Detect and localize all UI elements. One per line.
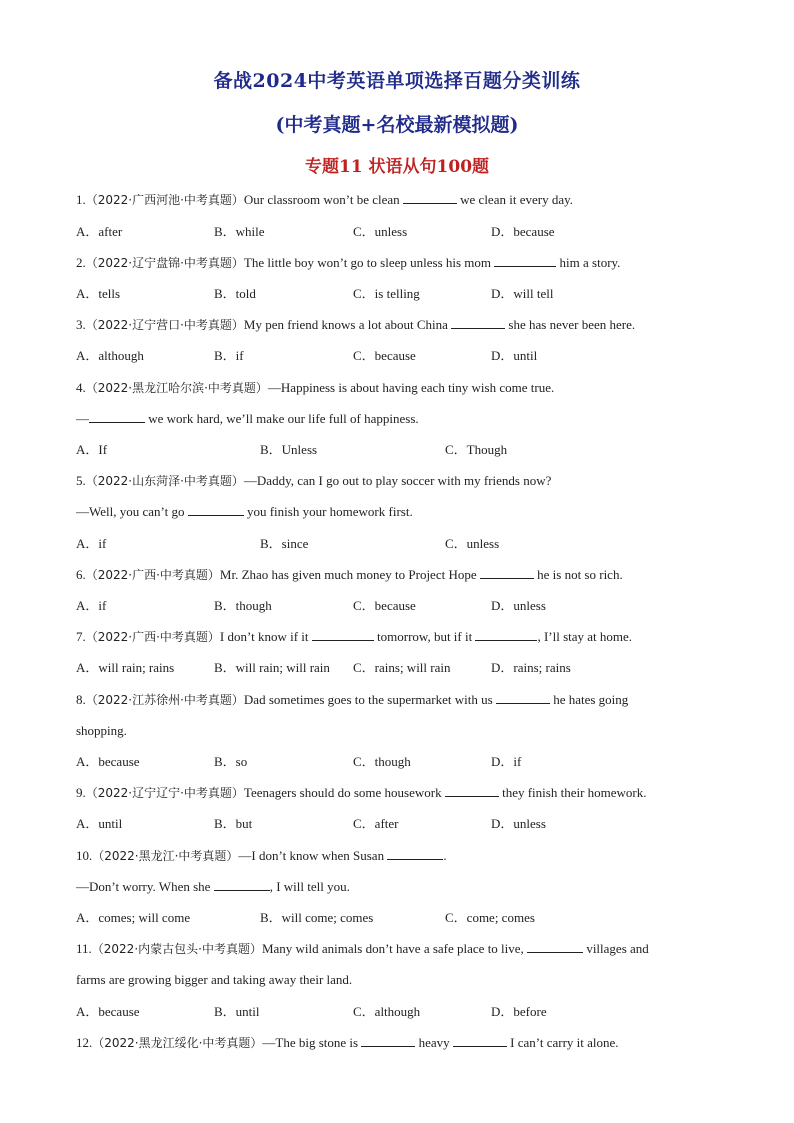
question-text: —I don’t know when Susan [238,848,385,863]
answer-blank[interactable] [403,189,457,204]
question-text: I can’t carry it alone. [510,1035,619,1050]
answer-blank[interactable] [475,626,537,641]
option-d[interactable]: D．before [491,1004,547,1019]
answer-blank[interactable] [451,314,505,329]
option-a[interactable]: A．tells [76,286,121,301]
options-5 [76,533,726,555]
question-text: farms are growing bigger and taking away their land. [76,972,353,987]
question-source: （2022·广西·中考真题） [85,568,220,582]
option-b[interactable]: B．if [214,348,244,363]
question-text: My pen friend knows a lot about China [243,317,448,332]
question-source: （2022·广西·中考真题） [85,630,220,644]
topic-heading: 专题11 状语从句100题 [304,157,490,177]
question-text: —Daddy, can I go out to play soccer with my friends now? [243,473,552,488]
answer-blank[interactable] [188,501,244,516]
option-b[interactable]: B．since [260,536,309,551]
question-number: 1. [76,192,86,207]
answer-blank[interactable] [89,408,145,423]
answer-blank[interactable] [214,876,270,891]
question-text: Dad sometimes goes to the supermarket with us [243,692,493,707]
question-text: shopping. [76,723,127,738]
question-number: 9. [76,785,86,800]
option-c[interactable]: C．though [353,754,411,769]
option-b[interactable]: B．while [214,224,265,239]
question-source: （2022·黑龙江·中考真题） [92,849,239,863]
question-number: 7. [76,629,86,644]
option-a[interactable]: A．comes; will come [76,910,191,925]
question-text: —The big stone is [262,1035,359,1050]
question-text: I don’t know if it [219,629,309,644]
question-text: , I’ll stay at home. [537,629,633,644]
option-c[interactable]: C．unless [353,224,408,239]
option-b[interactable]: B．though [214,598,272,613]
option-a[interactable]: A．If [76,442,108,457]
question-text: —Don’t worry. When she [76,879,211,894]
question-text: Our classroom won’t be clean [243,192,400,207]
question-text: , I will tell you. [269,879,350,894]
options-11 [76,1001,726,1023]
question-text: he hates going [553,692,629,707]
question-12 [76,1032,726,1054]
option-a[interactable]: A．if [76,536,107,551]
question-source: （2022·山东菏泽·中考真题） [85,474,244,488]
question-text: she has never been here. [508,317,636,332]
question-4 [76,377,726,399]
question-1 [76,189,726,211]
question-text: The little boy won’t go to sleep unless his mom [243,255,492,270]
question-text: you finish your homework first. [246,504,413,519]
question-number: 12. [76,1035,93,1050]
option-d[interactable]: D．until [491,348,538,363]
question-text: Teenagers should do some housework [243,785,442,800]
option-c[interactable]: C．is telling [353,286,420,301]
question-10-reply [76,876,726,898]
option-c[interactable]: C．rains; will rain [353,660,451,675]
options-9 [76,813,726,835]
question-11 [76,938,726,960]
question-text: he is not so rich. [537,567,623,582]
answer-blank[interactable] [387,845,443,860]
question-source: （2022·辽宁盘锦·中考真题） [85,256,244,270]
question-3 [76,314,726,336]
options-7 [76,657,726,679]
question-source: （2022·辽宁辽宁·中考真题） [85,786,244,800]
question-text: we work hard, we’ll make our life full of happiness. [148,411,419,426]
document-title: 备战2024中考英语单项选择百题分类训练 [213,70,581,92]
options-1 [76,221,726,243]
question-text: villages and [586,941,649,956]
question-2 [76,252,726,274]
question-8-continued [76,720,726,742]
option-c[interactable]: C．although [353,1004,421,1019]
options-3 [76,345,726,367]
question-source: （2022·黑龙江绥化·中考真题） [92,1036,263,1050]
answer-blank[interactable] [496,689,550,704]
question-number: 11. [76,941,92,956]
question-text: — [76,411,89,426]
options-8 [76,751,726,773]
options-10 [76,907,726,929]
option-c[interactable]: C．because [353,348,416,363]
question-text: we clean it every day. [460,192,573,207]
question-text: —Happiness is about having each tiny wish come true. [267,380,555,395]
question-4-reply [76,408,726,430]
option-c[interactable]: C．unless [445,536,500,551]
option-d[interactable]: D．if [491,754,522,769]
option-b[interactable]: B．told [214,286,256,301]
answer-blank[interactable] [445,782,499,797]
option-b[interactable]: B．will rain; will rain [214,660,330,675]
question-text: —Well, you can’t go [76,504,185,519]
question-source: （2022·辽宁营口·中考真题） [85,318,244,332]
question-number: 3. [76,317,86,332]
options-6 [76,595,726,617]
question-source: （2022·广西河池·中考真题） [85,193,244,207]
question-number: 6. [76,567,86,582]
option-c[interactable]: C．come; comes [445,910,535,925]
option-b[interactable]: B．Unless [260,442,318,457]
question-number: 4. [76,380,86,395]
question-source: （2022·黑龙江哈尔滨·中考真题） [85,381,268,395]
question-text: they finish their homework. [502,785,647,800]
answer-blank[interactable] [453,1032,507,1047]
option-a[interactable]: A．because [76,754,140,769]
question-source: （2022·内蒙古包头·中考真题） [91,942,262,956]
question-number: 5. [76,473,86,488]
question-10 [76,845,726,867]
answer-blank[interactable] [527,938,583,953]
question-text: tomorrow, but if it [377,629,473,644]
question-8 [76,689,726,711]
question-6 [76,564,726,586]
question-7 [76,626,726,648]
answer-blank[interactable] [361,1032,415,1047]
option-c[interactable]: C．Though [445,442,508,457]
option-a[interactable]: A．if [76,598,107,613]
option-d[interactable]: D．will tell [491,286,554,301]
question-number: 8. [76,692,86,707]
option-b[interactable]: B．until [214,1004,260,1019]
question-text: him a story. [559,255,621,270]
option-a[interactable]: A．will rain; rains [76,660,175,675]
document-subtitle: (中考真题+名校最新模拟题) [275,114,519,136]
option-a[interactable]: A．after [76,224,123,239]
option-a[interactable]: A．because [76,1004,140,1019]
question-5-reply [76,501,726,523]
option-b[interactable]: B．so [214,754,248,769]
option-c[interactable]: C．after [353,816,399,831]
answer-blank[interactable] [480,564,534,579]
option-c[interactable]: C．because [353,598,416,613]
question-source: （2022·江苏徐州·中考真题） [85,693,244,707]
question-text: . [443,848,447,863]
option-a[interactable]: A．although [76,348,144,363]
options-2 [76,283,726,305]
options-4 [76,439,726,461]
question-text: Many wild animals don’t have a safe place to live, [261,941,524,956]
option-d[interactable]: D．because [491,224,555,239]
option-d[interactable]: D．rains; rains [491,660,571,675]
question-number: 2. [76,255,86,270]
answer-blank[interactable] [312,626,374,641]
option-b[interactable]: B．but [214,816,253,831]
question-5 [76,470,726,492]
question-text: heavy [418,1035,450,1050]
question-text: Mr. Zhao has given much money to Project Hope [219,567,477,582]
option-d[interactable]: D．unless [491,816,546,831]
question-11-continued [76,969,726,991]
answer-blank[interactable] [494,252,556,267]
option-b[interactable]: B．will come; comes [260,910,374,925]
question-9 [76,782,726,804]
option-a[interactable]: A．until [76,816,123,831]
question-number: 10. [76,848,93,863]
option-d[interactable]: D．unless [491,598,546,613]
